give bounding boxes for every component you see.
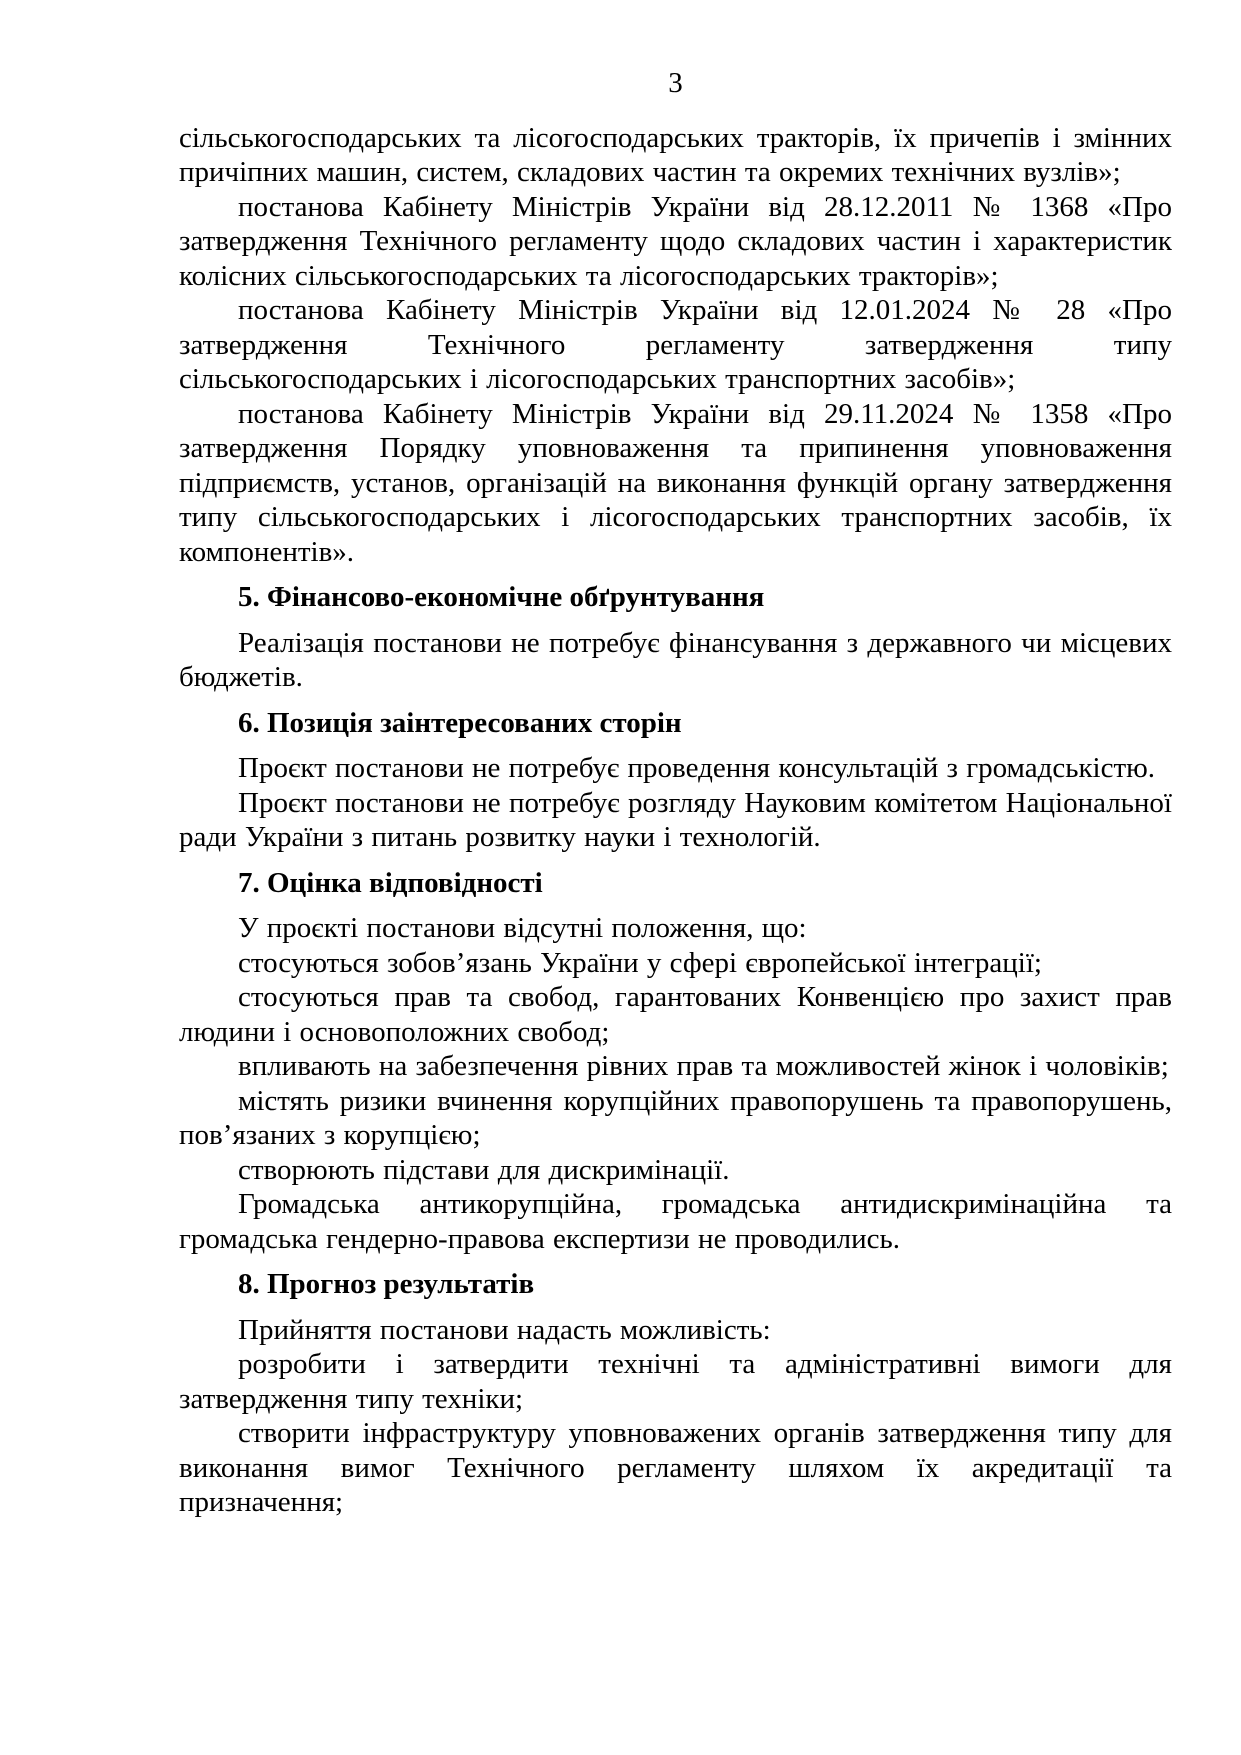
body-paragraph: стосуються зобов’язань України у сфері європейської інтеграції; — [238, 946, 1042, 979]
body-paragraph: стосуються прав та свобод, гарантованих Конвенцією про захист прав людини і основоположних свобод; — [179, 981, 1172, 1048]
body-paragraph: Проєкт постанови не потребує розгляду Науковим комітетом Національної ради України з питань розвитку науки і технологій. — [179, 786, 1172, 853]
body-paragraph: постанова Кабінету Міністрів України від 12.01.2024 № 28 «Про затвердження Технічного регламенту затвердження типу сільськогосподарських і лісогосподарських транспортних засобів»; — [179, 294, 1172, 395]
body-paragraph: створити інфраструктуру уповноважених органів затвердження типу для виконання вимог Технічного регламенту шляхом їх акредитації та призначення; — [179, 1417, 1172, 1518]
page-number: 3 — [668, 67, 683, 99]
section-heading-8: 8. Прогноз результатів — [238, 1268, 535, 1300]
section-heading-7: 7. Оцінка відповідності — [238, 866, 543, 899]
body-paragraph: У проєкті постанови відсутні положення, що: — [238, 912, 807, 944]
section-heading-5: 5. Фінансово-економічне обґрунтування — [238, 581, 765, 613]
body-paragraph: постанова Кабінету Міністрів України від 28.12.2011 № 1368 «Про затвердження Технічного регламенту щодо складових частин і характеристик колісних сільськогосподарських та лісогосподарських тракторів»; — [179, 190, 1172, 292]
body-paragraph: створюють підстави для дискримінації. — [238, 1153, 730, 1186]
body-paragraph: Прийняття постанови надасть можливість: — [238, 1313, 771, 1346]
body-paragraph: впливають на забезпечення рівних прав та можливостей жінок і чоловіків; — [238, 1050, 1169, 1082]
body-paragraph: містять ризики вчинення корупційних правопорушень та правопорушень, пов’язаних з корупцією; — [179, 1084, 1172, 1151]
body-paragraph: Проєкт постанови не потребує проведення консультацій з громадськістю. — [238, 752, 1156, 784]
body-paragraph: Громадська антикорупційна, громадська антидискримінаційна та громадська гендерно-правова експертизи не проводились. — [179, 1188, 1172, 1255]
body-paragraph: Реалізація постанови не потребує фінансування з державного чи місцевих бюджетів. — [179, 626, 1172, 693]
body-paragraph: розробити і затвердити технічні та адміністративні вимоги для затвердження типу техніки; — [179, 1348, 1172, 1415]
body-paragraph: сільськогосподарських та лісогосподарських тракторів, їх причепів і змінних причіпних машин, систем, складових частин та окремих технічних вузлів»; — [179, 121, 1172, 188]
body-paragraph: постанова Кабінету Міністрів України від 29.11.2024 № 1358 «Про затвердження Порядку уповноваження та припинення уповноваження підприємств, установ, організацій на виконання функцій органу затвердження типу сільськогосподарських і лісогосподарських транспортних засобів, їх компонентів». — [179, 397, 1172, 568]
page-content — [179, 66, 1172, 1520]
section-heading-6: 6. Позиція заінтересованих сторін — [238, 706, 682, 739]
